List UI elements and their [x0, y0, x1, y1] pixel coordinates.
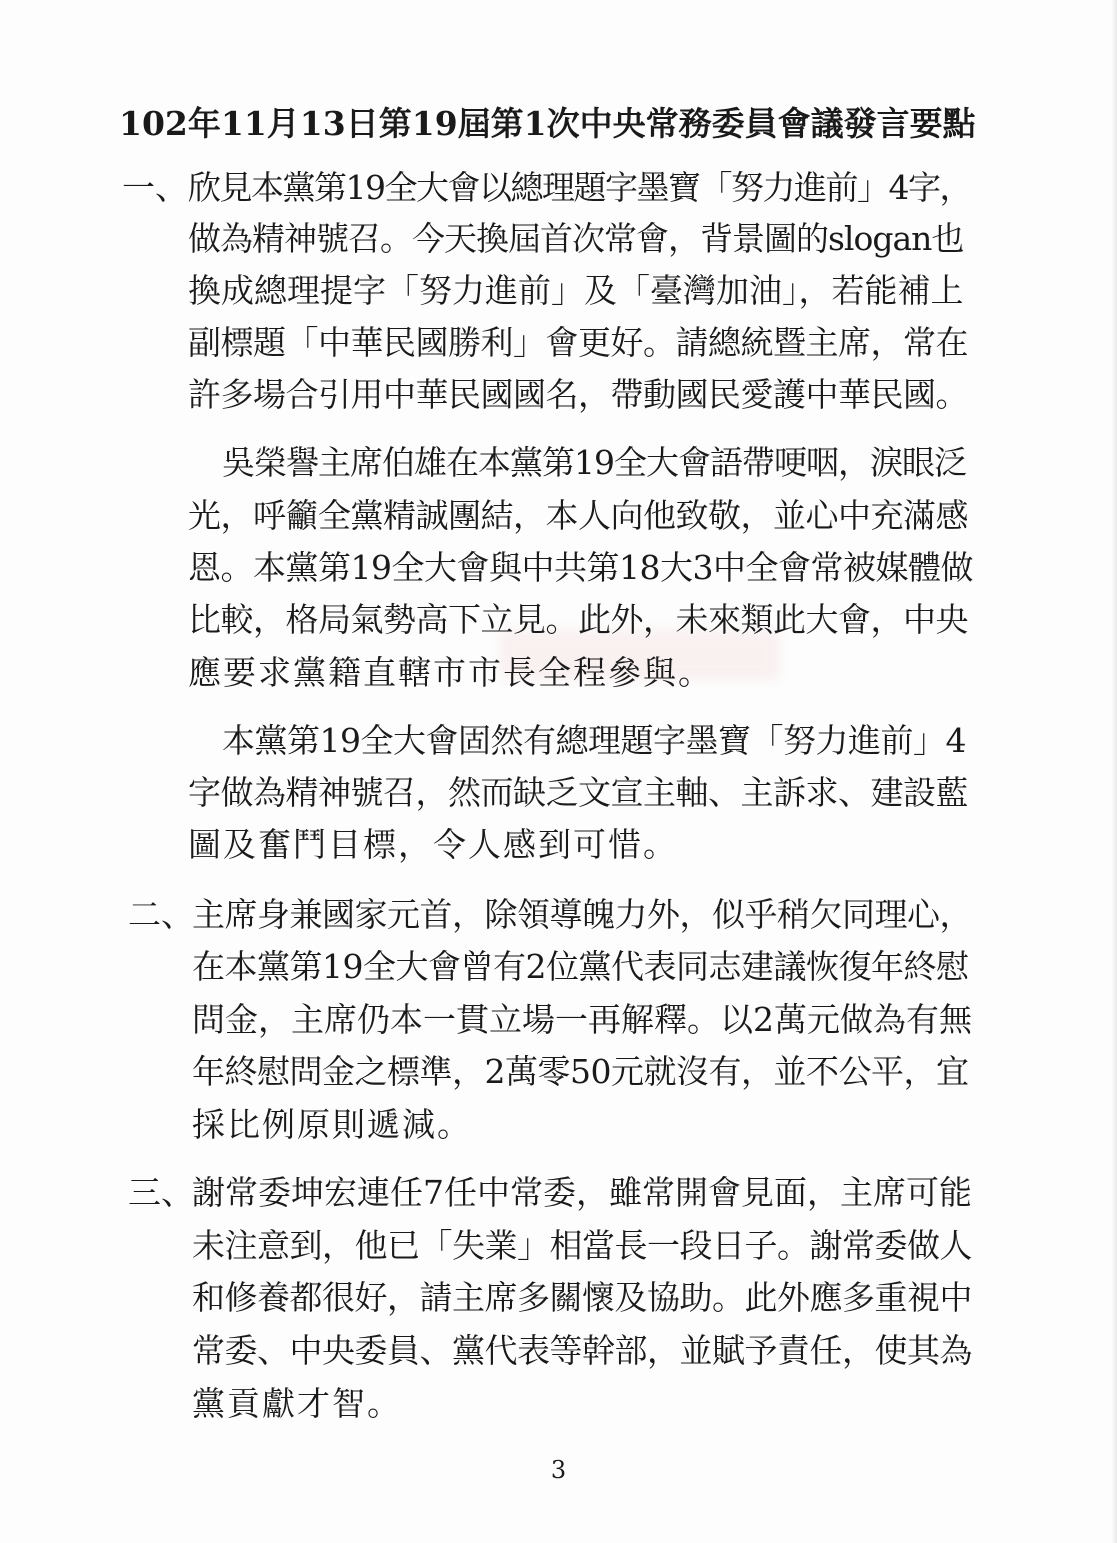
paragraph-line: 黨貢獻才智。 — [192, 1384, 402, 1423]
paragraph-line: 謝常委坤宏連任7任中常委，雖常開會見面，主席可能 — [192, 1173, 972, 1212]
section-marker-2: 二、 — [128, 895, 194, 934]
section-marker-3: 三、 — [128, 1173, 194, 1212]
paragraph-line: 做為精神號召。今天換屆首次常會，背景圖的slogan也 — [188, 219, 964, 258]
paragraph-line: 許多場合引用中華民國國名，帶動國民愛護中華民國。 — [188, 375, 968, 414]
paragraph-line: 和修養都很好，請主席多關懷及協助。此外應多重視中 — [192, 1278, 972, 1317]
document-title: 102年11月13日第19屆第1次中央常務委員會議發言要點 — [119, 104, 976, 143]
paragraph-line: 比較，格局氣勢高下立見。此外，未來類此大會，中央 — [188, 600, 968, 639]
paragraph-line: 光，呼籲全黨精誠團結，本人向他致敬，並心中充滿感 — [188, 496, 968, 535]
paragraph-line: 本黨第19全大會固然有總理題字墨寶「努力進前」4 — [222, 721, 966, 760]
paragraph-line: 換成總理提字「努力進前」及「臺灣加油」，若能補上 — [188, 271, 964, 310]
paragraph-line: 吳榮譽主席伯雄在本黨第19全大會語帶哽咽，淚眼泛 — [222, 443, 966, 482]
paragraph-line: 副標題「中華民國勝利」會更好。請總統暨主席，常在 — [188, 323, 968, 362]
paragraph-line: 主席身兼國家元首，除領導魄力外，似乎稍欠同理心， — [192, 895, 972, 934]
paragraph-line: 採比例原則遞減。 — [192, 1105, 472, 1144]
section-marker-1: 一、 — [122, 168, 188, 207]
paragraph-line: 年終慰問金之標準，2萬零50元就沒有，並不公平，宜 — [192, 1052, 969, 1091]
paragraph-line: 問金，主席仍本一貫立場一再解釋。以2萬元做為有無 — [192, 1000, 972, 1039]
paragraph-line: 在本黨第19全大會曾有2位黨代表同志建議恢復年終慰 — [192, 947, 969, 986]
scan-edge — [1111, 0, 1117, 1543]
paragraph-line: 欣見本黨第19全大會以總理題字墨寶「努力進前」4字， — [188, 168, 971, 207]
paragraph-line: 應要求黨籍直轄市市長全程參與。 — [188, 653, 713, 692]
paragraph-line: 恩。本黨第19全大會與中共第18大3中全會常被媒體做 — [188, 548, 973, 587]
paragraph-line: 圖及奮鬥目標，令人感到可惜。 — [188, 825, 678, 864]
page-number: 3 — [550, 1456, 567, 1484]
paragraph-line: 字做為精神號召，然而缺乏文宣主軸、主訴求、建設藍 — [188, 773, 968, 812]
paragraph-line: 未注意到，他已「失業」相當長一段日子。謝常委做人 — [192, 1226, 972, 1265]
paragraph-line: 常委、中央委員、黨代表等幹部，並賦予責任，使其為 — [192, 1331, 972, 1370]
